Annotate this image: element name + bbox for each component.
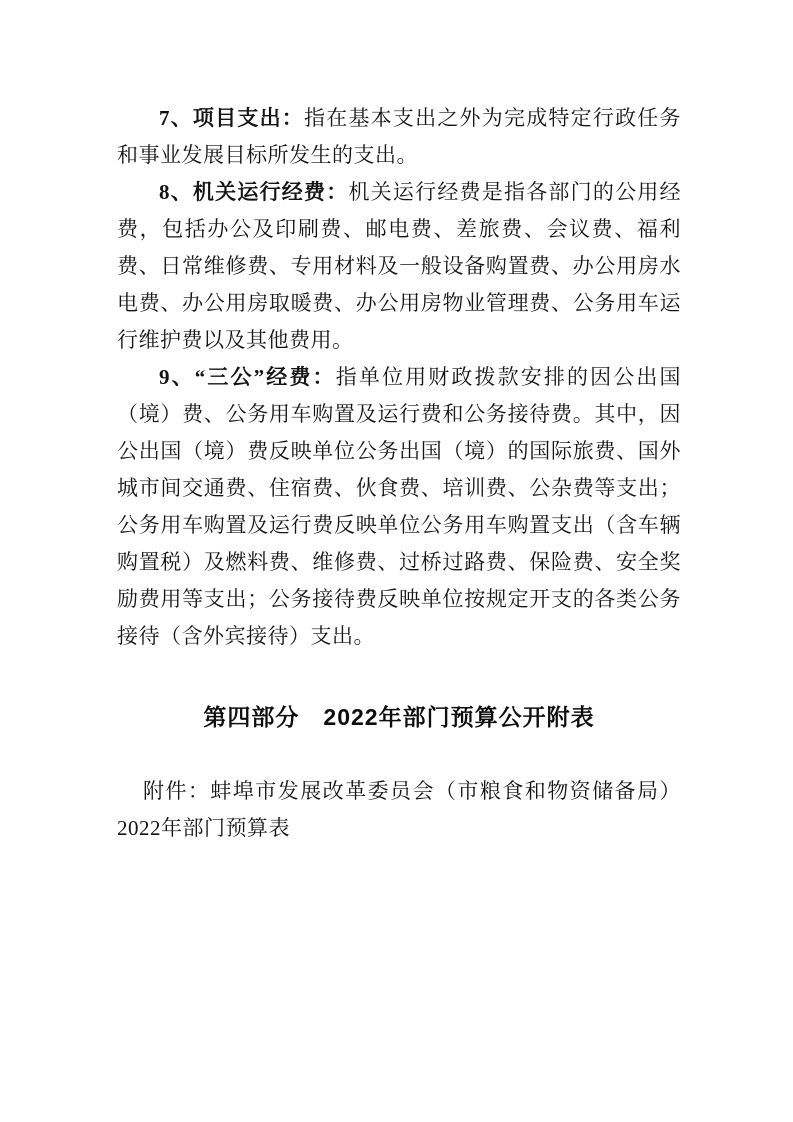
definition-paragraph-7 (117, 100, 681, 174)
term-label-three-public-funds: 9、“三公”经费： (159, 365, 336, 389)
term-label-agency-operating-funds: 8、机关运行经费： (159, 180, 349, 204)
term-label-project-expenditure: 7、项目支出： (159, 106, 305, 130)
term-definition-agency-operating-funds: 机关运行经费是指各部门的公用经费，包括办公及印刷费、邮电费、差旅费、会议费、福利费、日常维修费、专用材料及一般设备购置费、办公用房水电费、办公用房取暖费、办公用房物业管理费、公务用车运行维护费以及其他费用。 (117, 180, 682, 352)
definition-paragraph-8 (117, 174, 681, 359)
attachment-note: 附件：蚌埠市发展改革委员会（市粮食和物资储备局）2022年部门预算表 (117, 779, 681, 840)
term-definition-project-expenditure: 指在基本支出之外为完成特定行政任务和事业发展目标所发生的支出。 (117, 106, 682, 167)
definition-paragraph-9 (117, 359, 681, 655)
section-heading-part-four: 第四部分 2022年部门预算公开附表 (203, 704, 595, 730)
term-definition-three-public-funds: 指单位用财政拨款安排的因公出国（境）费、公务用车购置及运行费和公务接待费。其中，因公出国（境）费反映单位公务出国（境）的国际旅费、国外城市间交通费、住宿费、伙食费、培训费、公杂费等支出；公务用车购置及运行费反映单位公务用车购置支出（含车辆购置税）及燃料费、维修费、过桥过路费、保险费、安全奖励费用等支出；公务接待费反映单位按规定开支的各类公务接待（含外宾接待）支出。 (117, 365, 682, 648)
